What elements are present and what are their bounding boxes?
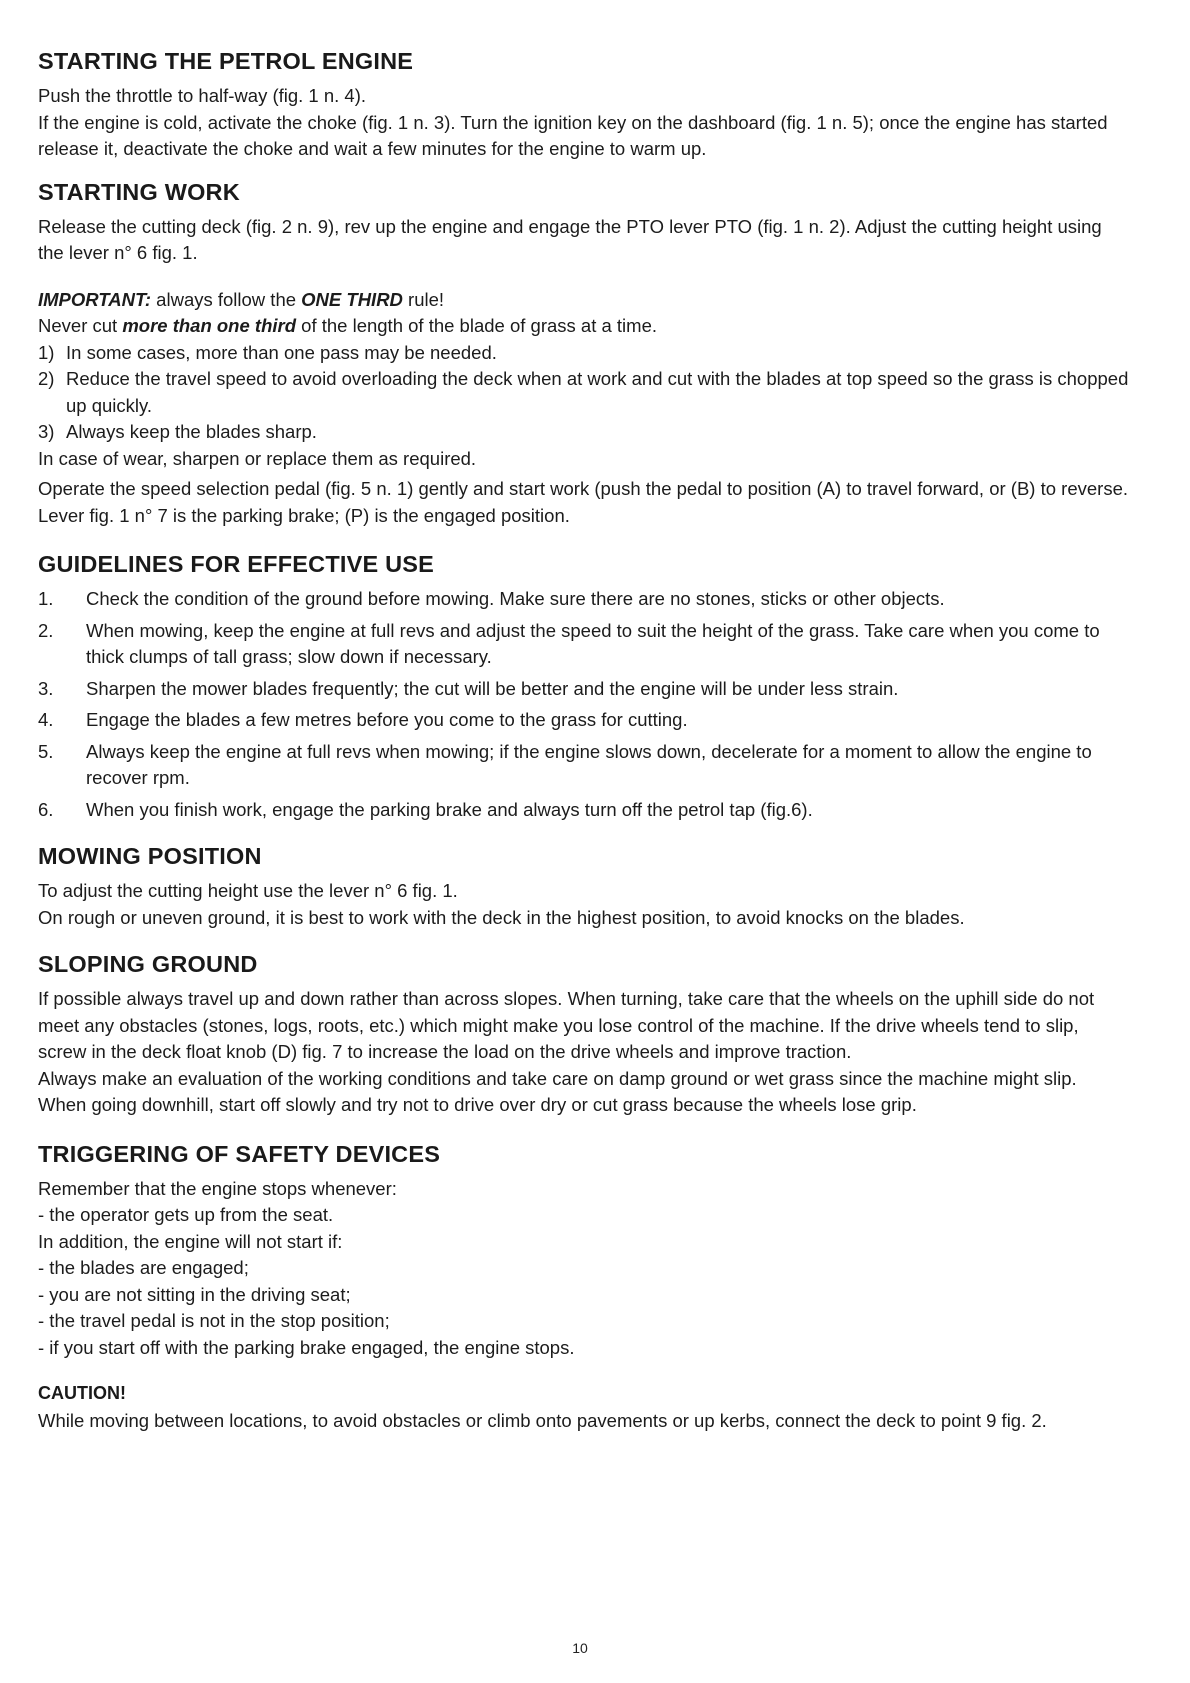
section-safety-devices	[38, 1141, 1130, 1362]
list-text: Reduce the travel speed to avoid overloading the deck when at work and cut with the blades at top speed so the grass is chopped up quickly.	[66, 368, 1129, 416]
section-title: STARTING THE PETROL ENGINE	[38, 48, 414, 74]
list-marker: 3)	[38, 421, 55, 442]
never-text: of the length of the blade of grass at a time.	[296, 315, 657, 336]
list-item	[38, 340, 1130, 367]
list-item: - the operator gets up from the seat.	[38, 1204, 334, 1225]
list-item	[38, 739, 1130, 792]
important-label: IMPORTANT:	[38, 288, 152, 310]
important-emphasis: ONE THIRD	[301, 288, 403, 310]
paragraph: On rough or uneven ground, it is best to work with the deck in the highest position, to avoid knocks on the blades.	[38, 906, 965, 928]
never-emphasis: more than one third	[122, 315, 297, 336]
section-starting-engine	[38, 48, 1130, 163]
list-item	[38, 707, 1130, 734]
paragraph: Operate the speed selection pedal (fig. 5 n. 1) gently and start work (push the pedal to position (A) to travel forward, or (B) to reverse.	[38, 478, 1129, 499]
manual-page	[38, 48, 1130, 1451]
list-item	[38, 797, 1130, 824]
list-item: - the travel pedal is not in the stop position;	[38, 1310, 390, 1331]
paragraph: Remember that the engine stops whenever:	[38, 1177, 397, 1199]
list-item	[38, 676, 1130, 703]
guidelines-list	[38, 586, 1130, 823]
paragraph: While moving between locations, to avoid obstacles or climb onto pavements or up kerbs, connect the deck to point 9 fig. 2.	[38, 1410, 1047, 1431]
important-text: always follow the	[151, 288, 302, 310]
list-text: Always keep the blades sharp.	[66, 421, 317, 442]
paragraph: If possible always travel up and down rather than across slopes. When turning, take care that the wheels on the uphill side do not meet any obstacles (stones, logs, roots, etc.) which might make you lose control of the machine. If the drive wheels tend to slip, screw in the deck float knob (D) fig. 7 to increase the load on the drive wheels and improve traction.	[38, 988, 1095, 1062]
list-text: Always keep the engine at full revs when mowing; if the engine slows down, decelerate for a moment to allow the engine to recover rpm.	[86, 740, 1092, 788]
section-starting-work	[38, 179, 1130, 530]
list-text: Sharpen the mower blades frequently; the cut will be better and the engine will be under less strain.	[86, 677, 899, 699]
list-text: When you finish work, engage the parking brake and always turn off the petrol tap (fig.6).	[86, 798, 813, 820]
paragraph: To adjust the cutting height use the lever n° 6 fig. 1.	[38, 880, 458, 901]
paragraph: Push the throttle to half-way (fig. 1 n. 4).	[38, 85, 367, 106]
list-text: When mowing, keep the engine at full revs and adjust the speed to suit the height of the grass. Take care when you come to thick clumps of tall grass; slow down if necessary.	[86, 619, 1100, 667]
paragraph: Always make an evaluation of the working conditions and take care on damp ground or wet grass since the machine might slip. When going downhill, start off slowly and try not to drive over dry or cut grass because the wheels lose grip.	[38, 1067, 1077, 1115]
list-marker: 3.	[38, 677, 54, 699]
section-title: SLOPING GROUND	[38, 951, 258, 977]
list-text: Engage the blades a few metres before you come to the grass for cutting.	[86, 709, 688, 730]
list-text: In some cases, more than one pass may be needed.	[66, 341, 497, 363]
section-caution	[38, 1383, 1130, 1435]
section-title: MOWING POSITION	[38, 843, 262, 869]
paragraph: In case of wear, sharpen or replace them as required.	[38, 447, 477, 469]
list-marker: 4.	[38, 709, 54, 730]
list-text: Check the condition of the ground before mowing. Make sure there are no stones, sticks or other objects.	[86, 588, 945, 609]
one-third-list	[38, 340, 1130, 446]
never-cut-note	[38, 313, 1130, 340]
section-title: STARTING WORK	[38, 178, 240, 205]
section-guidelines	[38, 551, 1130, 823]
engine-not-start-list	[38, 1255, 1130, 1361]
section-sloping-ground	[38, 951, 1130, 1119]
section-title: GUIDELINES FOR EFFECTIVE USE	[38, 551, 435, 577]
list-item	[38, 366, 1130, 419]
list-item: - the blades are engaged;	[38, 1257, 249, 1278]
list-item	[38, 618, 1130, 671]
paragraph: Lever fig. 1 n° 7 is the parking brake; (P) is the engaged position.	[38, 504, 570, 526]
list-marker: 2.	[38, 619, 54, 641]
caution-title: CAUTION!	[38, 1383, 126, 1403]
never-text: Never cut	[38, 315, 123, 336]
list-item	[38, 586, 1130, 613]
list-item: - if you start off with the parking brake engaged, the engine stops.	[38, 1336, 575, 1358]
paragraph: Release the cutting deck (fig. 2 n. 9), rev up the engine and engage the PTO lever PTO (fig. 1 n. 2). Adjust the cutting height using the lever n° 6 fig. 1.	[38, 215, 1102, 263]
paragraph: If the engine is cold, activate the choke (fig. 1 n. 3). Turn the ignition key on the dashboard (fig. 1 n. 5); once the engine has started release it, deactivate the choke and wait a few minutes for the engine to warm up.	[38, 111, 1108, 159]
list-marker: 2)	[38, 368, 55, 389]
list-marker: 5.	[38, 740, 54, 762]
important-text: rule!	[402, 288, 445, 310]
list-item: - you are not sitting in the driving seat;	[38, 1283, 351, 1305]
list-marker: 6.	[38, 798, 54, 820]
engine-stops-list	[38, 1202, 1130, 1229]
section-mowing-position	[38, 843, 1130, 931]
list-item	[38, 419, 1130, 446]
paragraph: In addition, the engine will not start if:	[38, 1230, 343, 1252]
list-marker: 1.	[38, 588, 54, 609]
section-title: TRIGGERING OF SAFETY DEVICES	[38, 1140, 441, 1167]
important-note	[38, 287, 1130, 314]
page-number: 10	[572, 1640, 588, 1656]
list-marker: 1)	[38, 341, 55, 363]
